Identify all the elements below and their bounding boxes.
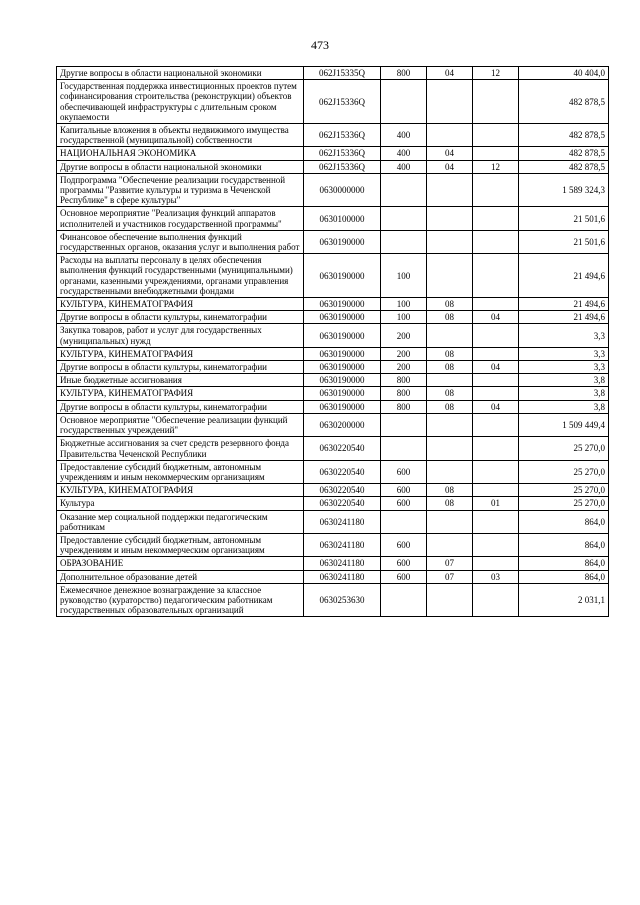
- cell-vr: 400: [381, 147, 427, 160]
- table-row: [57, 173, 609, 207]
- cell-name: Культура: [57, 497, 304, 510]
- cell-name: Основное мероприятие "Реализация функций аппаратов исполнителей и участников государственной программы": [57, 207, 304, 230]
- table-row: [57, 311, 609, 324]
- cell-name: Другие вопросы в области культуры, кинематографии: [57, 311, 304, 324]
- cell-name: Другие вопросы в области национальной экономики: [57, 67, 304, 80]
- cell-code: 0630241180: [304, 557, 381, 570]
- cell-rz: [427, 413, 473, 436]
- cell-pr: [473, 147, 519, 160]
- cell-code: 0630190000: [304, 298, 381, 311]
- cell-vr: [381, 437, 427, 460]
- table-row: [57, 124, 609, 147]
- cell-code: 0630190000: [304, 254, 381, 298]
- table-row: [57, 374, 609, 387]
- cell-rz: 04: [427, 160, 473, 173]
- cell-sum: 25 270,0: [519, 484, 609, 497]
- table-row: [57, 570, 609, 583]
- cell-name: Государственная поддержка инвестиционных проектов путем софинансирования строительства (реконструкции) объектов обеспечивающей инфраструктуры с длительным сроком окупаемости: [57, 80, 304, 124]
- cell-vr: 600: [381, 484, 427, 497]
- cell-pr: [473, 533, 519, 556]
- cell-rz: 08: [427, 347, 473, 360]
- cell-vr: 100: [381, 311, 427, 324]
- cell-code: 0630100000: [304, 207, 381, 230]
- cell-name: НАЦИОНАЛЬНАЯ ЭКОНОМИКА: [57, 147, 304, 160]
- cell-code: 0630200000: [304, 413, 381, 436]
- page-number: 473: [311, 38, 329, 52]
- cell-sum: 482 878,5: [519, 124, 609, 147]
- cell-pr: [473, 254, 519, 298]
- cell-name: КУЛЬТУРА, КИНЕМАТОГРАФИЯ: [57, 298, 304, 311]
- table-row: [57, 510, 609, 533]
- cell-vr: 100: [381, 298, 427, 311]
- cell-code: 0630220540: [304, 484, 381, 497]
- cell-name: Расходы на выплаты персоналу в целях обеспечения выполнения функций государственными (муниципальными) органами, казенными учреждениями, органами управления государственными внебюджетными фондами: [57, 254, 304, 298]
- cell-pr: 01: [473, 497, 519, 510]
- cell-sum: 3,3: [519, 361, 609, 374]
- cell-vr: 800: [381, 387, 427, 400]
- cell-name: Другие вопросы в области культуры, кинематографии: [57, 361, 304, 374]
- table-row: [57, 298, 609, 311]
- cell-sum: 21 494,6: [519, 298, 609, 311]
- cell-rz: 08: [427, 400, 473, 413]
- cell-name: Иные бюджетные ассигнования: [57, 374, 304, 387]
- cell-code: 0630190000: [304, 387, 381, 400]
- cell-pr: [473, 347, 519, 360]
- cell-vr: [381, 583, 427, 617]
- cell-code: 0630190000: [304, 324, 381, 347]
- cell-name: Капитальные вложения в объекты недвижимого имущества государственной (муниципальной) собственности: [57, 124, 304, 147]
- cell-sum: 482 878,5: [519, 80, 609, 124]
- cell-rz: [427, 460, 473, 483]
- cell-name: Ежемесячное денежное вознаграждение за классное руководство (кураторство) педагогическим работникам государственных образовательных организаций: [57, 583, 304, 617]
- cell-rz: 08: [427, 298, 473, 311]
- cell-rz: [427, 173, 473, 207]
- cell-name: Оказание мер социальной поддержки педагогическим работникам: [57, 510, 304, 533]
- cell-rz: 08: [427, 361, 473, 374]
- cell-rz: [427, 437, 473, 460]
- cell-rz: 08: [427, 484, 473, 497]
- cell-code: 0630253630: [304, 583, 381, 617]
- cell-pr: [473, 298, 519, 311]
- cell-code: 062J15336Q: [304, 124, 381, 147]
- cell-name: Другие вопросы в области национальной экономики: [57, 160, 304, 173]
- table-row: [57, 497, 609, 510]
- cell-sum: 3,8: [519, 400, 609, 413]
- cell-rz: [427, 533, 473, 556]
- cell-rz: 07: [427, 557, 473, 570]
- cell-sum: 25 270,0: [519, 497, 609, 510]
- cell-vr: 800: [381, 374, 427, 387]
- cell-sum: 864,0: [519, 533, 609, 556]
- cell-pr: 04: [473, 400, 519, 413]
- cell-name: Основное мероприятие "Обеспечение реализации функций государственных учреждений": [57, 413, 304, 436]
- cell-name: КУЛЬТУРА, КИНЕМАТОГРАФИЯ: [57, 347, 304, 360]
- cell-code: 0630220540: [304, 460, 381, 483]
- cell-rz: 07: [427, 570, 473, 583]
- cell-code: 0630000000: [304, 173, 381, 207]
- cell-pr: [473, 207, 519, 230]
- cell-rz: 04: [427, 147, 473, 160]
- cell-vr: [381, 230, 427, 253]
- cell-vr: [381, 413, 427, 436]
- table-row: [57, 387, 609, 400]
- cell-code: 062J15336Q: [304, 80, 381, 124]
- cell-sum: 40 404,0: [519, 67, 609, 80]
- cell-pr: [473, 557, 519, 570]
- cell-vr: 100: [381, 254, 427, 298]
- cell-vr: 800: [381, 67, 427, 80]
- table-row: [57, 437, 609, 460]
- cell-vr: 400: [381, 160, 427, 173]
- cell-vr: 200: [381, 324, 427, 347]
- cell-sum: 864,0: [519, 570, 609, 583]
- table-row: [57, 583, 609, 617]
- cell-name: Дополнительное образование детей: [57, 570, 304, 583]
- cell-sum: 3,8: [519, 387, 609, 400]
- cell-pr: [473, 460, 519, 483]
- cell-pr: [473, 80, 519, 124]
- cell-code: 0630220540: [304, 437, 381, 460]
- table-row: [57, 147, 609, 160]
- cell-name: Другие вопросы в области культуры, кинематографии: [57, 400, 304, 413]
- cell-code: 062J15336Q: [304, 160, 381, 173]
- cell-rz: [427, 374, 473, 387]
- cell-rz: [427, 230, 473, 253]
- cell-sum: 3,3: [519, 324, 609, 347]
- cell-vr: 600: [381, 557, 427, 570]
- cell-name: КУЛЬТУРА, КИНЕМАТОГРАФИЯ: [57, 387, 304, 400]
- cell-vr: 200: [381, 361, 427, 374]
- cell-pr: [473, 374, 519, 387]
- cell-name: Подпрограмма "Обеспечение реализации государственной программы "Развитие культуры и туризма в Чеченской Республике" в сфере культуры": [57, 173, 304, 207]
- cell-code: 0630190000: [304, 347, 381, 360]
- cell-sum: 3,8: [519, 374, 609, 387]
- cell-rz: 08: [427, 497, 473, 510]
- cell-sum: 482 878,5: [519, 160, 609, 173]
- cell-pr: [473, 583, 519, 617]
- cell-sum: 3,3: [519, 347, 609, 360]
- cell-pr: 12: [473, 67, 519, 80]
- cell-sum: 25 270,0: [519, 437, 609, 460]
- cell-pr: [473, 124, 519, 147]
- table-row: [57, 207, 609, 230]
- cell-sum: 21 501,6: [519, 207, 609, 230]
- cell-vr: 600: [381, 533, 427, 556]
- table-row: [57, 361, 609, 374]
- cell-code: 0630220540: [304, 497, 381, 510]
- cell-rz: [427, 324, 473, 347]
- cell-pr: 12: [473, 160, 519, 173]
- cell-sum: 21 494,6: [519, 311, 609, 324]
- cell-sum: 21 501,6: [519, 230, 609, 253]
- cell-name: Закупка товаров, работ и услуг для государственных (муниципальных) нужд: [57, 324, 304, 347]
- table-row: [57, 484, 609, 497]
- cell-vr: 600: [381, 497, 427, 510]
- cell-sum: 25 270,0: [519, 460, 609, 483]
- cell-name: Предоставление субсидий бюджетным, автономным учреждениям и иным некоммерческим организациям: [57, 460, 304, 483]
- cell-code: 062J15336Q: [304, 147, 381, 160]
- cell-vr: 600: [381, 570, 427, 583]
- cell-vr: 600: [381, 460, 427, 483]
- cell-rz: [427, 124, 473, 147]
- table-row: [57, 160, 609, 173]
- cell-sum: 1 589 324,3: [519, 173, 609, 207]
- cell-pr: 03: [473, 570, 519, 583]
- cell-pr: 04: [473, 311, 519, 324]
- cell-code: 062J15335Q: [304, 67, 381, 80]
- cell-code: 0630241180: [304, 510, 381, 533]
- cell-vr: [381, 207, 427, 230]
- cell-sum: 864,0: [519, 510, 609, 533]
- cell-code: 0630190000: [304, 400, 381, 413]
- table-row: [57, 324, 609, 347]
- table-row: [57, 347, 609, 360]
- cell-vr: [381, 173, 427, 207]
- cell-code: 0630241180: [304, 533, 381, 556]
- cell-vr: 200: [381, 347, 427, 360]
- cell-pr: [473, 484, 519, 497]
- table-row: [57, 413, 609, 436]
- cell-pr: 04: [473, 361, 519, 374]
- cell-code: 0630190000: [304, 374, 381, 387]
- table-row: [57, 67, 609, 80]
- cell-sum: 21 494,6: [519, 254, 609, 298]
- cell-rz: [427, 80, 473, 124]
- table-row: [57, 80, 609, 124]
- cell-rz: [427, 510, 473, 533]
- cell-rz: [427, 583, 473, 617]
- cell-code: 0630190000: [304, 311, 381, 324]
- budget-table: [56, 66, 609, 617]
- cell-vr: [381, 80, 427, 124]
- cell-pr: [473, 510, 519, 533]
- cell-sum: 1 509 449,4: [519, 413, 609, 436]
- cell-rz: 08: [427, 387, 473, 400]
- cell-vr: 400: [381, 124, 427, 147]
- table-row: [57, 230, 609, 253]
- cell-name: КУЛЬТУРА, КИНЕМАТОГРАФИЯ: [57, 484, 304, 497]
- cell-pr: [473, 437, 519, 460]
- cell-pr: [473, 324, 519, 347]
- cell-rz: [427, 207, 473, 230]
- cell-pr: [473, 387, 519, 400]
- table-row: [57, 557, 609, 570]
- table-row: [57, 533, 609, 556]
- cell-pr: [473, 230, 519, 253]
- cell-vr: [381, 510, 427, 533]
- cell-rz: 04: [427, 67, 473, 80]
- cell-name: ОБРАЗОВАНИЕ: [57, 557, 304, 570]
- cell-rz: 08: [427, 311, 473, 324]
- cell-pr: [473, 173, 519, 207]
- table-row: [57, 254, 609, 298]
- cell-name: Предоставление субсидий бюджетным, автономным учреждениям и иным некоммерческим организациям: [57, 533, 304, 556]
- cell-name: Бюджетные ассигнования за счет средств резервного фонда Правительства Чеченской Республики: [57, 437, 304, 460]
- cell-name: Финансовое обеспечение выполнения функций государственных органов, оказания услуг и выполнения работ: [57, 230, 304, 253]
- cell-rz: [427, 254, 473, 298]
- cell-code: 0630190000: [304, 230, 381, 253]
- table-row: [57, 460, 609, 483]
- cell-code: 0630241180: [304, 570, 381, 583]
- table-row: [57, 400, 609, 413]
- cell-sum: 482 878,5: [519, 147, 609, 160]
- cell-vr: 800: [381, 400, 427, 413]
- cell-code: 0630190000: [304, 361, 381, 374]
- cell-sum: 864,0: [519, 557, 609, 570]
- cell-sum: 2 031,1: [519, 583, 609, 617]
- cell-pr: [473, 413, 519, 436]
